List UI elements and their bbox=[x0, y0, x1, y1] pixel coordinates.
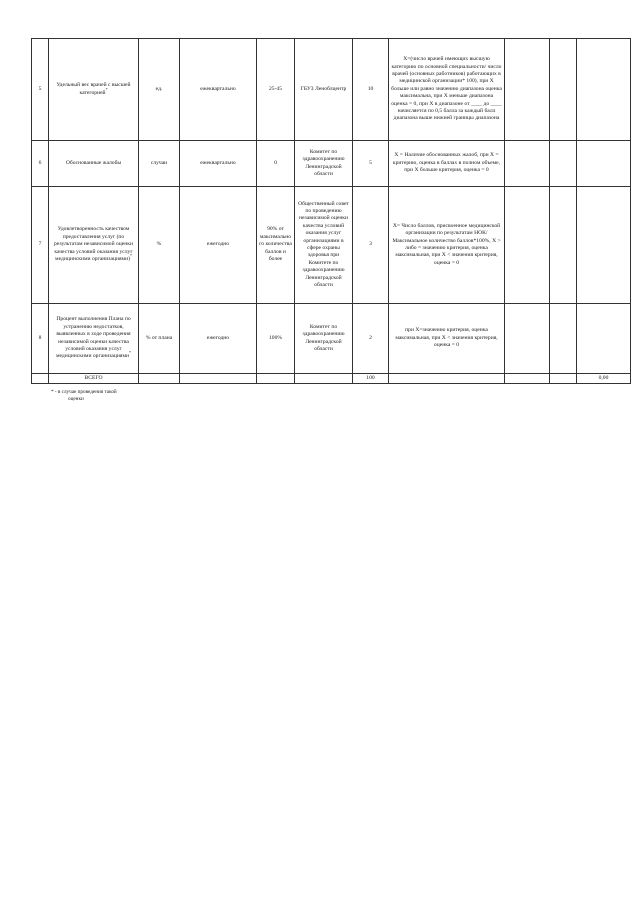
total-weight: 100 bbox=[353, 374, 389, 384]
empty-cell bbox=[139, 374, 180, 384]
indicator-name: Удельный вес врачей с высшей категорией* bbox=[49, 39, 139, 141]
empty-cell bbox=[505, 39, 550, 141]
empty-cell bbox=[180, 374, 257, 384]
empty-cell bbox=[550, 187, 577, 304]
total-score: 0,00 bbox=[577, 374, 631, 384]
empty-cell bbox=[32, 374, 49, 384]
unit-cell: случаи bbox=[139, 141, 180, 187]
empty-cell bbox=[505, 187, 550, 304]
frequency-cell: ежегодно bbox=[180, 187, 257, 304]
target-cell: 90% от максимально го количества баллов и более bbox=[257, 187, 295, 304]
empty-cell bbox=[577, 39, 631, 141]
total-label: ВСЕГО bbox=[49, 374, 139, 384]
empty-cell bbox=[550, 304, 577, 374]
method-cell: Х = Наличие обоснованных жалоб, при Х = критерию, оценка в баллах в полном объеме, при Х больше критерия, оценка = 0 bbox=[389, 141, 505, 187]
indicator-name: Обоснованные жалобы bbox=[49, 141, 139, 187]
empty-cell bbox=[257, 374, 295, 384]
weight-cell: 2 bbox=[353, 304, 389, 374]
empty-cell bbox=[577, 141, 631, 187]
source-cell: Комитет по здравоохранению Ленинградской области bbox=[295, 304, 353, 374]
source-cell: Общественный совет по проведению независимой оценки качества условий оказания услуг организациями в сфере охраны здоровья при Комитете по здравоохранению Ленинградской области bbox=[295, 187, 353, 304]
criteria-table bbox=[31, 38, 631, 384]
empty-cell bbox=[550, 141, 577, 187]
target-cell: 25-45 bbox=[257, 39, 295, 141]
weight-cell: 10 bbox=[353, 39, 389, 141]
frequency-cell: ежегодно bbox=[180, 304, 257, 374]
frequency-cell: ежеквартально bbox=[180, 141, 257, 187]
empty-cell bbox=[505, 304, 550, 374]
source-cell: Комитет по здравоохранению Ленинградской области bbox=[295, 141, 353, 187]
row-number: 8 bbox=[32, 304, 49, 374]
target-cell: 0 bbox=[257, 141, 295, 187]
unit-cell: ед. bbox=[139, 39, 180, 141]
indicator-name: Удовлетворенность качеством предоставления услуг (по результатам независимой оценки качества условий оказания услуг медицинскими организациями)* bbox=[49, 187, 139, 304]
footnote bbox=[51, 389, 171, 403]
indicator-name: Процент выполнения Плана по устранению недостатков, выявленных в ходе проведения независимой оценки качества условий оказания услуг медицинскими организациями* bbox=[49, 304, 139, 374]
empty-cell bbox=[389, 374, 505, 384]
target-cell: 100% bbox=[257, 304, 295, 374]
row-number: 6 bbox=[32, 141, 49, 187]
method-cell: Х= Число баллов, присвоенное медицинской организации по результатам НОК/Максимальное количество баллов*100%, Х > либо = значению критерия, оценка максимальная, при Х < значения критерия, оценка = 0 bbox=[389, 187, 505, 304]
unit-cell: % bbox=[139, 187, 180, 304]
weight-cell: 3 bbox=[353, 187, 389, 304]
footnote-mark: * bbox=[129, 253, 132, 259]
empty-cell bbox=[577, 187, 631, 304]
row-number: 5 bbox=[32, 39, 49, 141]
table-row bbox=[32, 39, 631, 141]
weight-cell: 5 bbox=[353, 141, 389, 187]
total-row bbox=[32, 374, 631, 384]
empty-cell bbox=[550, 374, 577, 384]
frequency-cell: ежеквартально bbox=[180, 39, 257, 141]
footnote-line: оценки bbox=[68, 396, 84, 402]
method-cell: при Х=значению критерия, оценка максимальная, при Х < значения критерия, оценка = 0 bbox=[389, 304, 505, 374]
footnote-mark: * bbox=[105, 86, 108, 92]
source-cell: ГБУЗ Леноблцентр bbox=[295, 39, 353, 141]
empty-cell bbox=[577, 304, 631, 374]
table-row bbox=[32, 141, 631, 187]
footnote-mark: * bbox=[129, 350, 132, 356]
unit-cell: % от плана bbox=[139, 304, 180, 374]
footnote-line: * - в случае проведения такой bbox=[51, 389, 117, 395]
empty-cell bbox=[505, 374, 550, 384]
table-row bbox=[32, 187, 631, 304]
table-row bbox=[32, 304, 631, 374]
empty-cell bbox=[550, 39, 577, 141]
method-cell: Х=(число врачей имеющих высшую категорию по основной специальности/ число врачей (основных работников) работающих в медицинской организации* 100), при Х больше или равно значению диапазона оценка максимальна, при Х меньше диапазона оценка = 0, при Х в диапазоне от ____ до ____ начисляется по 0,5 балла за каждый балл диапазона выше нижней границы диапазона bbox=[389, 39, 505, 141]
row-number: 7 bbox=[32, 187, 49, 304]
empty-cell bbox=[505, 141, 550, 187]
empty-cell bbox=[295, 374, 353, 384]
